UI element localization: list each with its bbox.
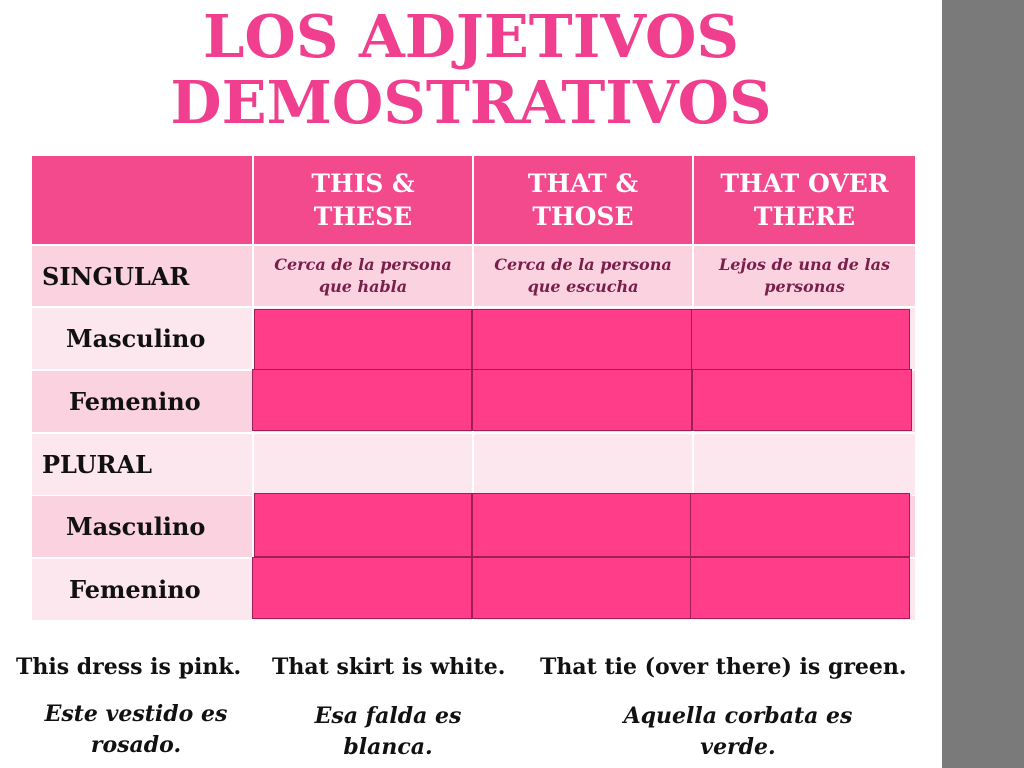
desc-that-over-there: Lejos de una de las personas (694, 246, 915, 306)
example-en-3: That tie (over there) is green. (540, 654, 907, 680)
row-label-plural: PLURAL (42, 450, 152, 479)
slide-sidebar-bar (942, 0, 1024, 768)
example-es-3: Aquella corbata es verde. (623, 703, 853, 760)
header-cell-empty (32, 156, 252, 244)
example-es-2: Esa falda es blanca. (314, 703, 462, 760)
answer-box-plur-fem-that[interactable] (472, 557, 692, 619)
row-label-plur-fem: Femenino (69, 575, 201, 604)
answer-box-plur-masc-that[interactable] (472, 493, 692, 557)
header-that-those: THAT & THOSE (474, 156, 692, 244)
row-label-sing-masc: Masculino (66, 324, 206, 353)
title-line-2: DEMOSTRATIVOS (170, 68, 772, 137)
desc-this-these: Cerca de la persona que habla (254, 246, 472, 306)
header-this-these: THIS & THESE (254, 156, 472, 244)
desc-that-those: Cerca de la persona que escucha (474, 246, 692, 306)
row-label-plur-masc: Masculino (66, 512, 206, 541)
header-that-over-there: THAT OVER THERE (694, 156, 915, 244)
example-en-1: This dress is pink. (16, 654, 242, 680)
answer-box-sing-masc-that[interactable] (472, 309, 692, 370)
example-es-1: Este vestido es rosado. (44, 701, 228, 758)
answer-box-plur-fem-over-there[interactable] (690, 557, 910, 619)
answer-box-sing-masc-over-there[interactable] (691, 309, 910, 370)
row-label-singular: SINGULAR (32, 246, 252, 306)
answer-box-plur-masc-this[interactable] (254, 493, 472, 557)
answer-box-sing-fem-this[interactable] (252, 369, 472, 431)
answer-box-plur-fem-this[interactable] (252, 557, 472, 619)
example-en-2: That skirt is white. (272, 654, 506, 680)
answer-box-sing-fem-over-there[interactable] (692, 369, 912, 431)
title-line-1: LOS ADJETIVOS (202, 2, 740, 71)
row-label-sing-fem: Femenino (69, 387, 201, 416)
slide-title (0, 4, 942, 136)
answer-box-sing-fem-that[interactable] (472, 369, 692, 431)
answer-box-sing-masc-this[interactable] (254, 309, 472, 370)
answer-box-plur-masc-over-there[interactable] (690, 493, 910, 557)
